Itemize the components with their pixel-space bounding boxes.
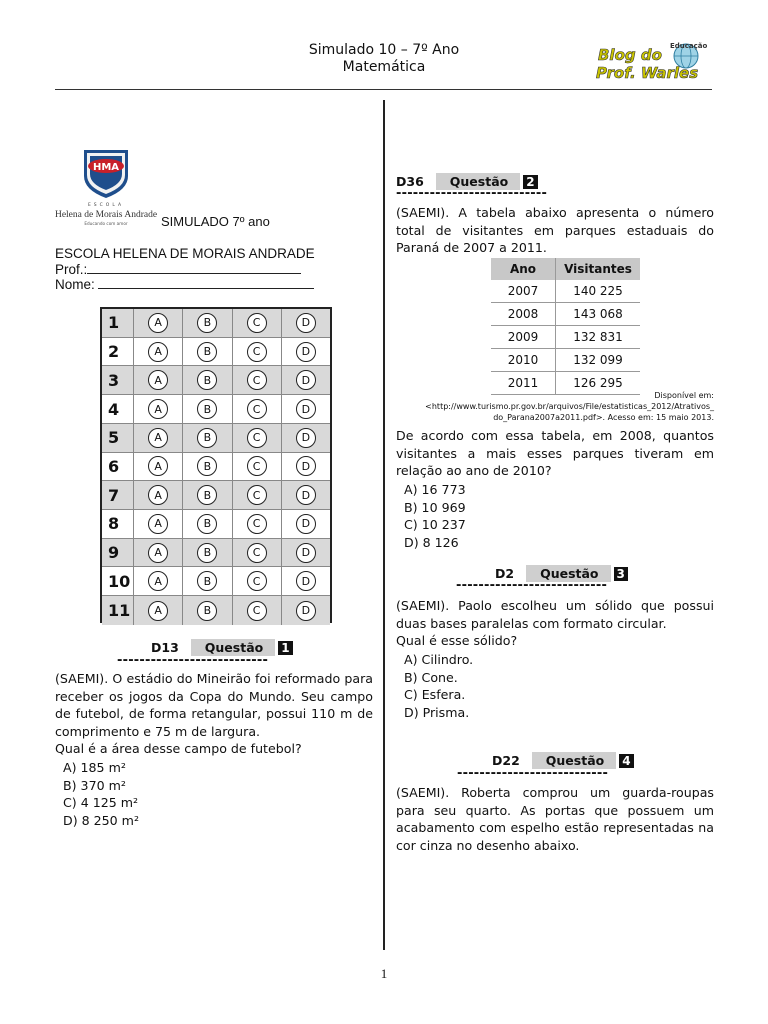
answer-bubble[interactable]: A (148, 456, 168, 476)
answer-bubble[interactable]: A (148, 342, 168, 362)
answer-cell (134, 395, 183, 423)
header-title: Simulado 10 – 7º Ano (308, 42, 460, 58)
answer-cell (233, 539, 282, 567)
answer-row-number: 8 (102, 510, 134, 538)
answer-bubble[interactable]: C (247, 514, 267, 534)
answer-bubble[interactable]: B (197, 601, 217, 621)
answer-row (102, 539, 330, 568)
answer-row-number: 11 (102, 596, 134, 625)
table-row (491, 326, 640, 349)
school-logo (54, 146, 158, 230)
answer-cell (134, 424, 183, 452)
school-info (55, 246, 315, 293)
answer-cell (233, 395, 282, 423)
table-cell: 126 295 (556, 372, 641, 395)
answer-row-number: 7 (102, 481, 134, 509)
answer-bubble[interactable]: C (247, 485, 267, 505)
question-1-options (63, 759, 139, 829)
logo-word: ESCOLA (87, 203, 125, 208)
option[interactable]: C) 4 125 m² (63, 795, 139, 811)
answer-bubble[interactable]: C (247, 571, 267, 591)
answer-row-number: 2 (102, 338, 134, 366)
blog-logo-text: Prof. Warles (596, 64, 699, 82)
table-cell: 2008 (491, 303, 556, 326)
question-1-dashes: --------------------------- (117, 653, 269, 668)
answer-cell (233, 510, 282, 538)
answer-row-number: 5 (102, 424, 134, 452)
table-header-visitors: Visitantes (556, 258, 641, 280)
table-row (491, 280, 640, 303)
option[interactable]: C) 10 237 (404, 517, 466, 533)
option[interactable]: A) 185 m² (63, 760, 126, 775)
option[interactable]: B) 10 969 (404, 499, 466, 515)
blog-logo-tag: Educação (670, 42, 708, 50)
answer-cell (183, 338, 232, 366)
question-1-descriptor: D13 (151, 640, 179, 655)
answer-cell (233, 338, 282, 366)
question-4-dashes: --------------------------- (457, 766, 609, 781)
answer-row-number: 6 (102, 453, 134, 481)
question-1-label: Questão (191, 639, 275, 656)
option[interactable]: C) Esfera. (404, 687, 466, 703)
answer-bubble[interactable]: A (148, 514, 168, 534)
answer-bubble[interactable]: C (247, 428, 267, 448)
answer-bubble[interactable]: D (296, 601, 316, 621)
answer-cell (183, 539, 232, 567)
column-divider (383, 100, 385, 950)
option[interactable]: B) 370 m² (63, 777, 126, 793)
answer-row-number: 3 (102, 366, 134, 394)
answer-bubble[interactable]: C (247, 399, 267, 419)
question-2-text: (SAEMI). A tabela abaixo apresenta o número total de visitantes em parques estaduais do Paraná de 2007 a 2011. (396, 205, 714, 256)
question-4-descriptor: D22 (492, 753, 520, 768)
answer-row (102, 567, 330, 596)
school-name: ESCOLA HELENA DE MORAIS ANDRADE (55, 246, 315, 261)
answer-bubble[interactable]: C (247, 370, 267, 390)
question-3-prompt: Qual é esse sólido? (396, 633, 518, 649)
answer-bubble[interactable]: A (148, 428, 168, 448)
answer-cell (233, 596, 282, 625)
answer-cell (233, 424, 282, 452)
source-line: <http://www.turismo.pr.gov.br/arquivos/File/estatisticas_2012/Atrativos_ (425, 402, 714, 411)
answer-row (102, 481, 330, 510)
question-2-dashes: --------------------------- (396, 186, 548, 201)
question-2-label: Questão (436, 173, 520, 190)
prof-field[interactable] (87, 262, 301, 274)
question-3-descriptor: D2 (495, 566, 515, 581)
question-3-dashes: --------------------------- (456, 578, 608, 593)
answer-cell (183, 453, 232, 481)
answer-bubble[interactable]: D (296, 313, 316, 333)
answer-cell (282, 453, 330, 481)
answer-cell (183, 366, 232, 394)
question-1-prompt: Qual é a área desse campo de futebol? (55, 741, 302, 757)
answer-cell (183, 510, 232, 538)
answer-bubble[interactable]: D (296, 485, 316, 505)
table-cell: 2011 (491, 372, 556, 395)
answer-bubble[interactable]: D (296, 342, 316, 362)
answer-row (102, 424, 330, 453)
question-4-number: 4 (619, 754, 633, 768)
answer-cell (233, 453, 282, 481)
answer-bubble[interactable]: A (148, 543, 168, 563)
answer-cell (134, 510, 183, 538)
table-cell: 140 225 (556, 280, 641, 303)
question-3-options (404, 651, 473, 721)
question-2-descriptor: D36 (396, 174, 424, 189)
answer-cell (282, 596, 330, 625)
answer-bubble[interactable]: D (296, 456, 316, 476)
source-line: do_Parana2007a2011.pdf>. Acesso em: 15 maio 2013. (493, 413, 714, 422)
question-2-number: 2 (523, 175, 537, 189)
option[interactable]: D) 8 126 (404, 534, 459, 550)
nome-line (55, 277, 315, 293)
answer-cell (183, 481, 232, 509)
question-4-text: (SAEMI). Roberta comprou um guarda-roupas para seu quarto. As portas que possuem um acabamento com espelho estão representadas na cor cinza no desenho abaixo. (396, 785, 714, 853)
question-2-options (404, 481, 466, 551)
option[interactable]: D) 8 250 m² (63, 812, 139, 828)
table-cell: 2010 (491, 349, 556, 372)
answer-cell (282, 567, 330, 595)
blog-logo (594, 40, 712, 88)
nome-label: Nome: (55, 277, 95, 292)
answer-bubble[interactable]: D (296, 370, 316, 390)
answer-bubble[interactable]: C (247, 601, 267, 621)
table-row (491, 349, 640, 372)
answer-bubble[interactable]: A (148, 370, 168, 390)
answer-cell (183, 424, 232, 452)
question-3-text (396, 597, 714, 650)
logo-motto: Educando com amor (84, 221, 128, 226)
logo-name: Helena de Morais Andrade (54, 210, 158, 220)
table-cell: 143 068 (556, 303, 641, 326)
simulado-label: SIMULADO 7º ano (161, 214, 270, 229)
question-2-prompt: De acordo com essa tabela, em 2008, quantos visitantes a mais esses parques tiveram em relação ao ano de 2010? (396, 428, 714, 479)
answer-cell (282, 366, 330, 394)
option[interactable]: D) Prisma. (404, 704, 470, 720)
answer-row (102, 596, 330, 625)
blog-logo-text: Blog do (598, 46, 662, 64)
answer-cell (183, 596, 232, 625)
answer-row-number: 4 (102, 395, 134, 423)
question-3-statement: (SAEMI). Paolo escolheu um sólido que possui duas bases paralelas com formato circular. (396, 598, 714, 631)
answer-bubble[interactable]: D (296, 399, 316, 419)
answer-bubble[interactable]: B (197, 485, 217, 505)
option[interactable]: B) Cone. (404, 669, 458, 685)
logo-mark: HMA (92, 162, 120, 173)
answer-cell (282, 539, 330, 567)
answer-bubble[interactable]: C (247, 313, 267, 333)
answer-bubble[interactable]: A (148, 399, 168, 419)
prof-label: Prof.: (55, 261, 88, 277)
answer-cell (183, 395, 232, 423)
answer-cell (183, 567, 232, 595)
question-3-label: Questão (526, 565, 610, 582)
answer-bubble[interactable]: B (197, 543, 217, 563)
table-cell: 132 099 (556, 349, 641, 372)
answer-cell (134, 481, 183, 509)
page-number: 1 (380, 966, 388, 981)
answer-row (102, 510, 330, 539)
answer-row-number: 9 (102, 539, 134, 567)
visitors-table (491, 258, 640, 395)
answer-cell (134, 596, 183, 625)
answer-bubble[interactable]: D (296, 571, 316, 591)
answer-row (102, 395, 330, 424)
answer-bubble[interactable]: A (148, 485, 168, 505)
answer-bubble[interactable]: A (148, 571, 168, 591)
answer-row (102, 453, 330, 482)
answer-cell (233, 309, 282, 337)
answer-cell (282, 395, 330, 423)
answer-bubble[interactable]: D (296, 543, 316, 563)
table-source (392, 390, 714, 423)
table-cell: 2007 (491, 280, 556, 303)
answer-cell (134, 309, 183, 337)
answer-bubble[interactable]: D (296, 514, 316, 534)
source-line: Disponível em: (654, 391, 714, 400)
table-header-year: Ano (491, 258, 556, 280)
answer-cell (233, 366, 282, 394)
answer-bubble[interactable]: B (197, 370, 217, 390)
answer-bubble[interactable]: B (197, 399, 217, 419)
answer-bubble[interactable]: B (197, 342, 217, 362)
answer-bubble[interactable]: C (247, 456, 267, 476)
answer-row (102, 309, 330, 338)
question-4-label: Questão (532, 752, 616, 769)
question-1-text (55, 670, 373, 758)
answer-cell (134, 453, 183, 481)
answer-row (102, 366, 330, 395)
answer-bubble[interactable]: B (197, 313, 217, 333)
question-3-number: 3 (614, 567, 628, 581)
header-divider (55, 89, 712, 90)
answer-cell (134, 338, 183, 366)
answer-cell (134, 567, 183, 595)
answer-bubble[interactable]: D (296, 428, 316, 448)
answer-cell (183, 309, 232, 337)
answer-bubble[interactable]: B (197, 428, 217, 448)
answer-bubble[interactable]: A (148, 313, 168, 333)
option[interactable]: A) Cilindro. (404, 652, 474, 667)
answer-cell (134, 539, 183, 567)
answer-row (102, 338, 330, 367)
answer-cell (134, 366, 183, 394)
answer-cell (233, 567, 282, 595)
answer-bubble[interactable]: C (247, 342, 267, 362)
answer-bubble[interactable]: A (148, 601, 168, 621)
answer-bubble[interactable]: B (197, 514, 217, 534)
table-cell: 132 831 (556, 326, 641, 349)
table-cell: 2009 (491, 326, 556, 349)
question-1-statement: (SAEMI). O estádio do Mineirão foi reformado para receber os jogos da Copa do Mundo. Seu campo de futebol, de forma retangular, possui 110 m de comprimento e 75 m de largura. (55, 671, 373, 739)
nome-field[interactable] (98, 277, 314, 289)
answer-row-number: 1 (102, 309, 134, 337)
answer-cell (282, 309, 330, 337)
table-row (491, 303, 640, 326)
answer-bubble[interactable]: B (197, 456, 217, 476)
answer-bubble[interactable]: B (197, 571, 217, 591)
answer-cell (282, 481, 330, 509)
answer-grid (100, 307, 332, 623)
answer-cell (233, 481, 282, 509)
answer-bubble[interactable]: C (247, 543, 267, 563)
answer-row-number: 10 (102, 567, 134, 595)
question-1-number: 1 (278, 641, 292, 655)
option[interactable]: A) 16 773 (404, 482, 466, 497)
answer-cell (282, 424, 330, 452)
answer-cell (282, 510, 330, 538)
prof-line (55, 262, 315, 278)
header-subject: Matemática (342, 59, 426, 75)
answer-cell (282, 338, 330, 366)
